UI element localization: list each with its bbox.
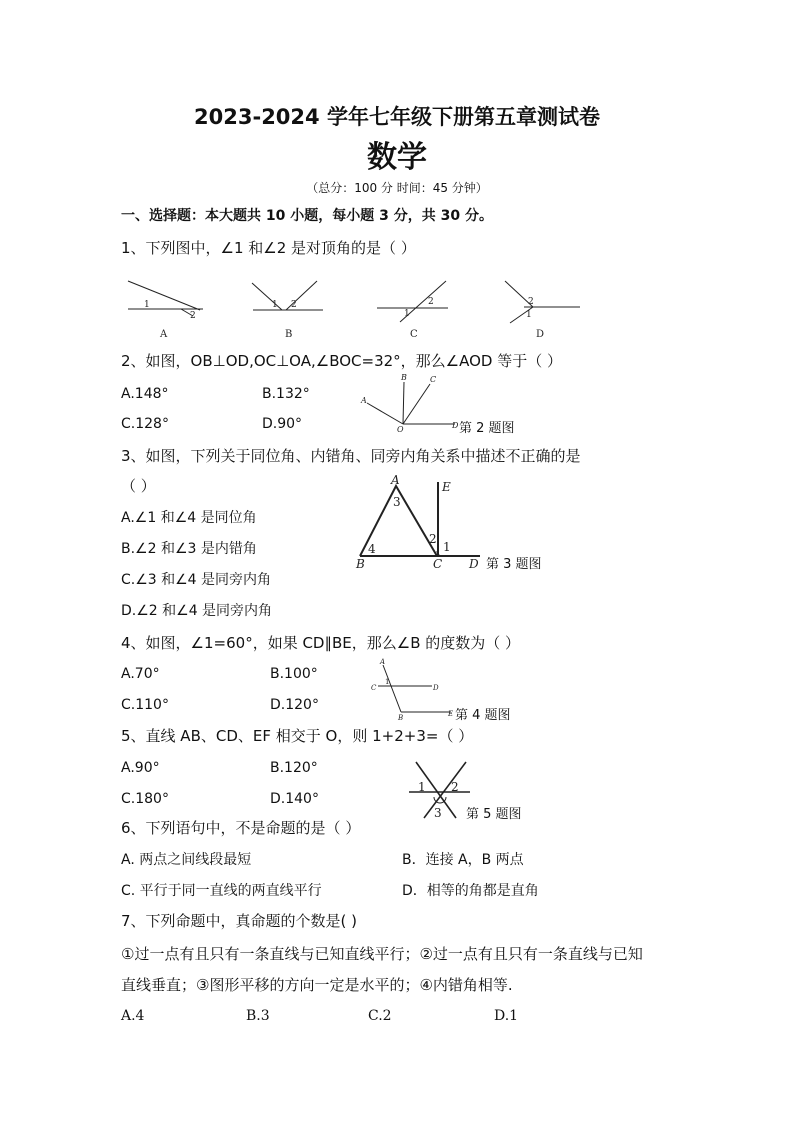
q1-label-a: A	[160, 329, 168, 340]
q4-option-c: C.110°	[121, 697, 169, 713]
q1-label-d: D	[536, 329, 545, 340]
q4-point-b: B	[398, 714, 404, 722]
q2-point-c: C	[430, 375, 437, 384]
q5-option-d: D.140°	[270, 791, 319, 807]
q6-option-a: A. 两点之间线段最短	[121, 852, 252, 868]
q3-angle-1: 1	[443, 540, 451, 554]
q4-point-e: E	[448, 710, 454, 718]
q2-option-b: B.132°	[262, 386, 310, 402]
q3-stem-line1: 3、如图，下列关于同位角、内错角、同旁内角关系中描述不正确的是	[121, 447, 581, 465]
q4-angle-1: 1	[385, 678, 390, 686]
q2-point-a: A	[361, 396, 367, 405]
q4-point-c: C	[371, 684, 377, 692]
q2-stem: 2、如图，OB⊥OD,OC⊥OA,∠BOC=32°，那么∠AOD 等于（ ）	[121, 352, 562, 370]
exam-title: 2023-2024 学年七年级下册第五章测试卷	[194, 105, 600, 129]
q1-c-angle2: 2	[428, 297, 434, 307]
q3-point-a: A	[391, 473, 400, 487]
q5-option-a: A.90°	[121, 760, 160, 776]
q4-option-a: A.70°	[121, 666, 160, 682]
q7-body-line1: ①过一点有且只有一条直线与已知直线平行；②过一点有且只有一条直线与已知	[121, 945, 643, 963]
q3-point-d: D	[469, 557, 479, 571]
q4-option-d: D.120°	[270, 697, 319, 713]
subject-title: 数学	[367, 140, 427, 175]
q3-angle-4: 4	[368, 542, 376, 556]
q7-option-b: B.3	[246, 1008, 270, 1024]
section-heading: 一、选择题：本大题共 10 小题，每小题 3 分，共 30 分。	[121, 208, 493, 224]
q1-a-angle1: 1	[144, 300, 150, 310]
q5-angle-3: 3	[434, 806, 442, 820]
q2-point-b: B	[401, 373, 407, 382]
q3-point-e: E	[442, 480, 451, 494]
q3-option-a: A.∠1 和∠4 是同位角	[121, 510, 257, 526]
q6-option-c: C. 平行于同一直线的两直线平行	[121, 883, 322, 899]
q3-point-b: B	[356, 557, 365, 571]
q1-label-c: C	[410, 329, 418, 340]
q4-point-d: D	[433, 684, 439, 692]
q4-stem: 4、如图，∠1=60°，如果 CD∥BE，那么∠B 的度数为（ ）	[121, 634, 521, 652]
q7-option-c: C.2	[368, 1008, 392, 1024]
q3-caption: 第 3 题图	[486, 557, 542, 572]
q3-option-d: D.∠2 和∠4 是同旁内角	[121, 603, 273, 619]
q2-option-a: A.148°	[121, 386, 169, 402]
q1-b-angle1: 1	[272, 300, 278, 310]
q1-d-angle1: 1	[526, 310, 532, 320]
q2-point-d: D	[452, 421, 459, 430]
q5-angle-1: 1	[418, 780, 426, 794]
q6-stem: 6、下列语句中，不是命题的是（ ）	[121, 819, 361, 837]
q2-option-d: D.90°	[262, 416, 303, 432]
q1-label-b: B	[285, 329, 293, 340]
q5-caption: 第 5 题图	[466, 807, 522, 822]
q2-caption: 第 2 题图	[459, 421, 515, 436]
exam-info: （总分：100 分 时间：45 分钟）	[306, 181, 488, 195]
q1-c-angle1: 1	[404, 309, 410, 319]
q5-option-b: B.120°	[270, 760, 318, 776]
q6-option-d: D．相等的角都是直角	[402, 883, 539, 899]
q3-stem-line2: （ ）	[121, 477, 156, 495]
q2-point-o: O	[397, 425, 404, 434]
q5-stem: 5、直线 AB、CD、EF 相交于 O，则 1+2+3=（ ）	[121, 727, 474, 745]
q3-option-c: C.∠3 和∠4 是同旁内角	[121, 572, 272, 588]
q4-option-b: B.100°	[270, 666, 318, 682]
q7-body-line2: 直线垂直；③图形平移的方向一定是水平的；④内错角相等.	[121, 976, 513, 994]
q5-option-c: C.180°	[121, 791, 169, 807]
q4-caption: 第 4 题图	[455, 708, 511, 723]
q6-option-b: B．连接 A，B 两点	[402, 852, 524, 868]
q5-angle-2: 2	[451, 780, 459, 794]
q3-angle-3: 3	[393, 495, 401, 509]
q1-b-angle2: 2	[291, 300, 297, 310]
q7-option-d: D.1	[494, 1008, 519, 1024]
q3-option-b: B.∠2 和∠3 是内错角	[121, 541, 257, 557]
q7-option-a: A.4	[121, 1008, 145, 1024]
q2-option-c: C.128°	[121, 416, 169, 432]
q1-d-angle2: 2	[528, 297, 534, 307]
q3-angle-2: 2	[429, 532, 437, 546]
q1-stem: 1、下列图中，∠1 和∠2 是对顶角的是（ ）	[121, 239, 416, 257]
q7-stem: 7、下列命题中，真命题的个数是( )	[121, 912, 358, 930]
q4-point-a: A	[380, 658, 386, 666]
q1-a-angle2: 2	[190, 311, 196, 321]
q3-point-c: C	[433, 557, 443, 571]
